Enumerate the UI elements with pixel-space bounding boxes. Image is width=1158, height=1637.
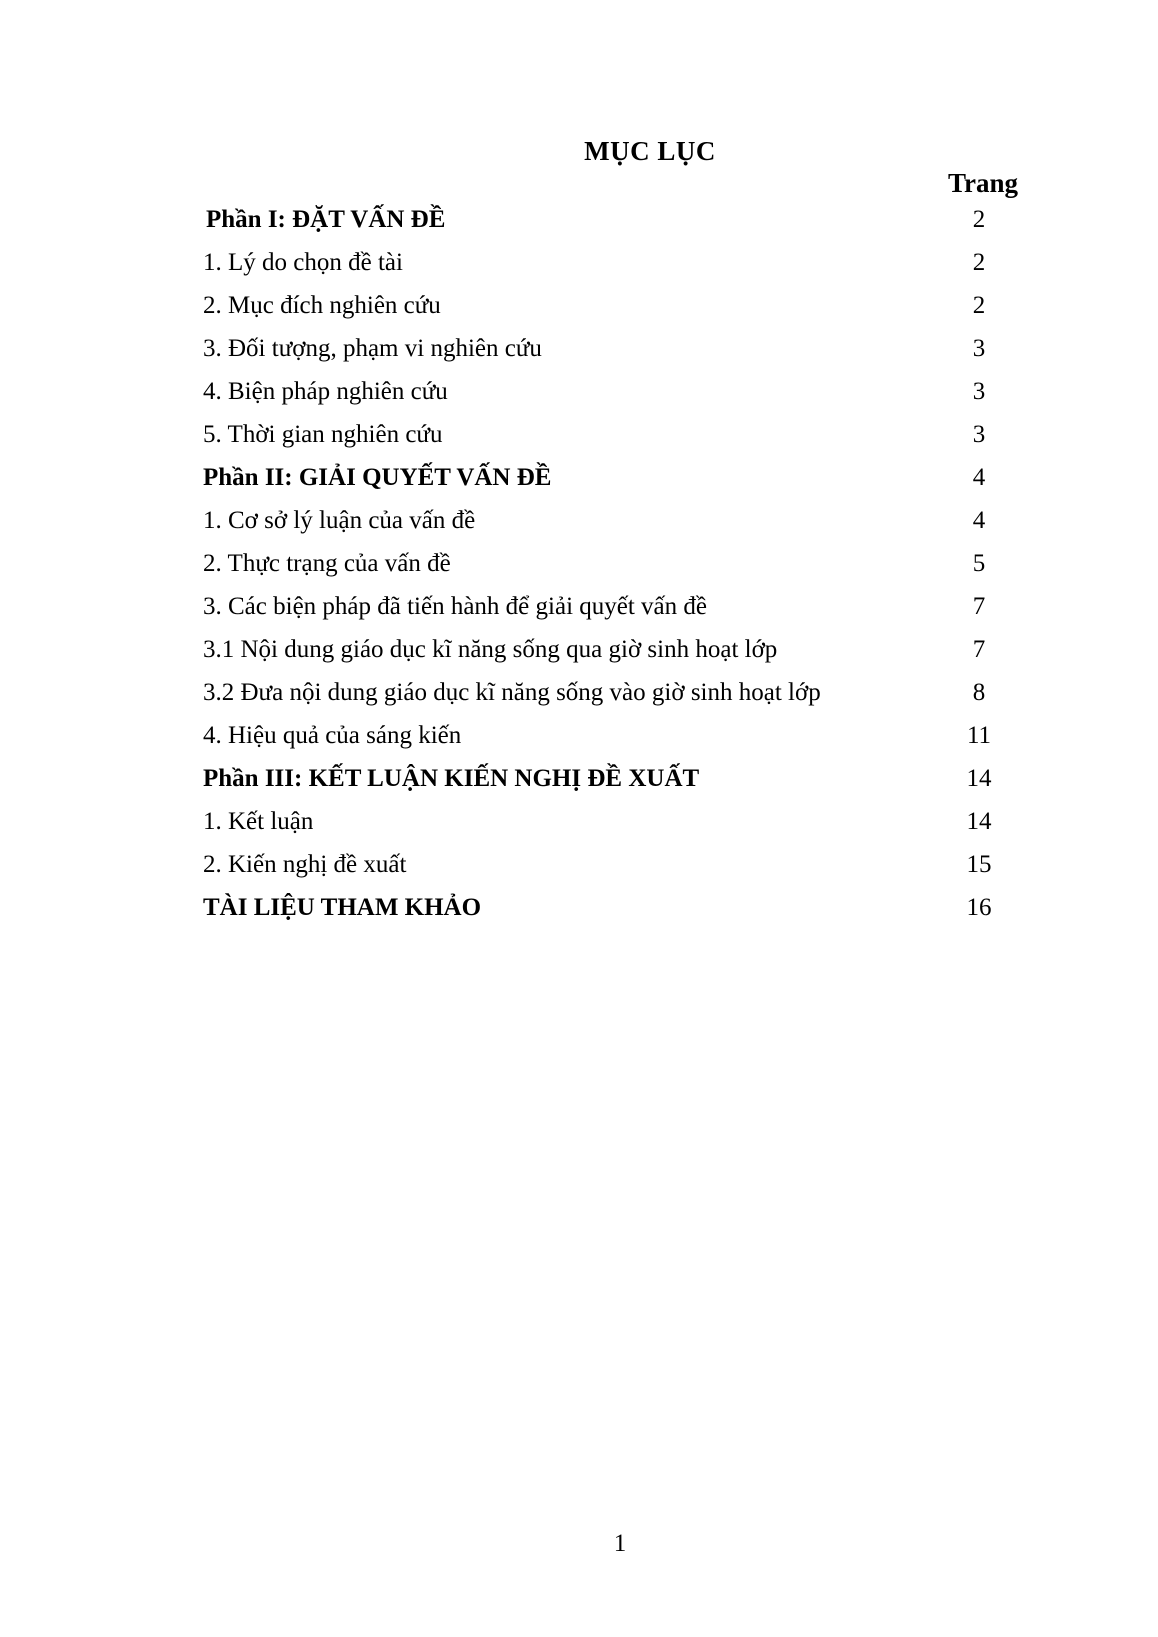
toc-entry-label: Phần I: ĐẶT VẤN ĐỀ (206, 206, 446, 233)
toc-entry-label: 3.2 Đưa nội dung giáo dục kĩ năng sống vào giờ sinh hoạt lớp (203, 679, 821, 706)
toc-entry-page: 4 (972, 507, 986, 534)
toc-entry[interactable] (203, 843, 1009, 886)
toc-entry-label: 3. Các biện pháp đã tiến hành để giải quyết vấn đề (203, 593, 708, 620)
toc-entry-label: 2. Kiến nghị đề xuất (203, 851, 407, 878)
page-column-header: Trang (948, 168, 1019, 198)
toc-entry-page: 8 (972, 679, 986, 706)
toc-entry-page: 7 (972, 636, 986, 663)
toc-entry[interactable] (203, 757, 1009, 800)
toc-entry[interactable] (203, 198, 1009, 241)
toc-entry[interactable] (203, 542, 1009, 585)
toc-entry[interactable] (203, 671, 1009, 714)
toc-entry[interactable] (203, 800, 1009, 843)
toc-entry-label: 2. Thực trạng của vấn đề (203, 550, 451, 577)
toc-list (203, 198, 1009, 929)
toc-entry-label: Phần II: GIẢI QUYẾT VẤN ĐỀ (203, 464, 552, 491)
toc-entry-label: 4. Hiệu quả của sáng kiến (203, 722, 462, 749)
toc-entry[interactable] (203, 714, 1009, 757)
toc-entry-page: 14 (966, 808, 992, 835)
toc-entry-page: 3 (972, 421, 986, 448)
toc-entry-page: 3 (972, 335, 986, 362)
toc-entry-label: Phần III: KẾT LUẬN KIẾN NGHỊ ĐỀ XUẤT (203, 765, 700, 792)
toc-entry[interactable] (203, 499, 1009, 542)
toc-entry-page: 5 (972, 550, 986, 577)
toc-entry[interactable] (203, 327, 1009, 370)
toc-title: MỤC LỤC (584, 136, 716, 166)
toc-entry[interactable] (203, 284, 1009, 327)
toc-entry-page: 14 (966, 765, 992, 792)
toc-entry[interactable] (203, 886, 1009, 929)
toc-entry-page: 2 (972, 249, 986, 276)
footer-page-number: 1 (613, 1530, 627, 1557)
toc-entry[interactable] (203, 456, 1009, 499)
toc-entry-label: 5. Thời gian nghiên cứu (203, 421, 443, 448)
toc-entry-label: TÀI LIỆU THAM KHẢO (203, 894, 482, 921)
toc-entry[interactable] (203, 585, 1009, 628)
toc-entry-page: 7 (972, 593, 986, 620)
toc-entry-label: 1. Lý do chọn đề tài (203, 249, 403, 276)
toc-entry-label: 1. Cơ sở lý luận của vấn đề (203, 507, 476, 534)
toc-entry-page: 2 (972, 206, 986, 233)
toc-entry-label: 3. Đối tượng, phạm vi nghiên cứu (203, 335, 542, 362)
toc-entry-page: 15 (966, 851, 992, 878)
toc-entry-label: 3.1 Nội dung giáo dục kĩ năng sống qua giờ sinh hoạt lớp (203, 636, 778, 663)
toc-entry-page: 4 (972, 464, 986, 491)
toc-entry[interactable] (203, 370, 1009, 413)
toc-entry-label: 4. Biện pháp nghiên cứu (203, 378, 448, 405)
toc-entry-page: 2 (972, 292, 986, 319)
toc-entry[interactable] (203, 413, 1009, 456)
toc-entry-label: 2. Mục đích nghiên cứu (203, 292, 441, 319)
toc-entry-page: 16 (966, 894, 992, 921)
toc-entry-page: 11 (966, 722, 992, 749)
toc-entry-label: 1. Kết luận (203, 808, 314, 835)
toc-entry[interactable] (203, 628, 1009, 671)
toc-entry-page: 3 (972, 378, 986, 405)
toc-entry[interactable] (203, 241, 1009, 284)
